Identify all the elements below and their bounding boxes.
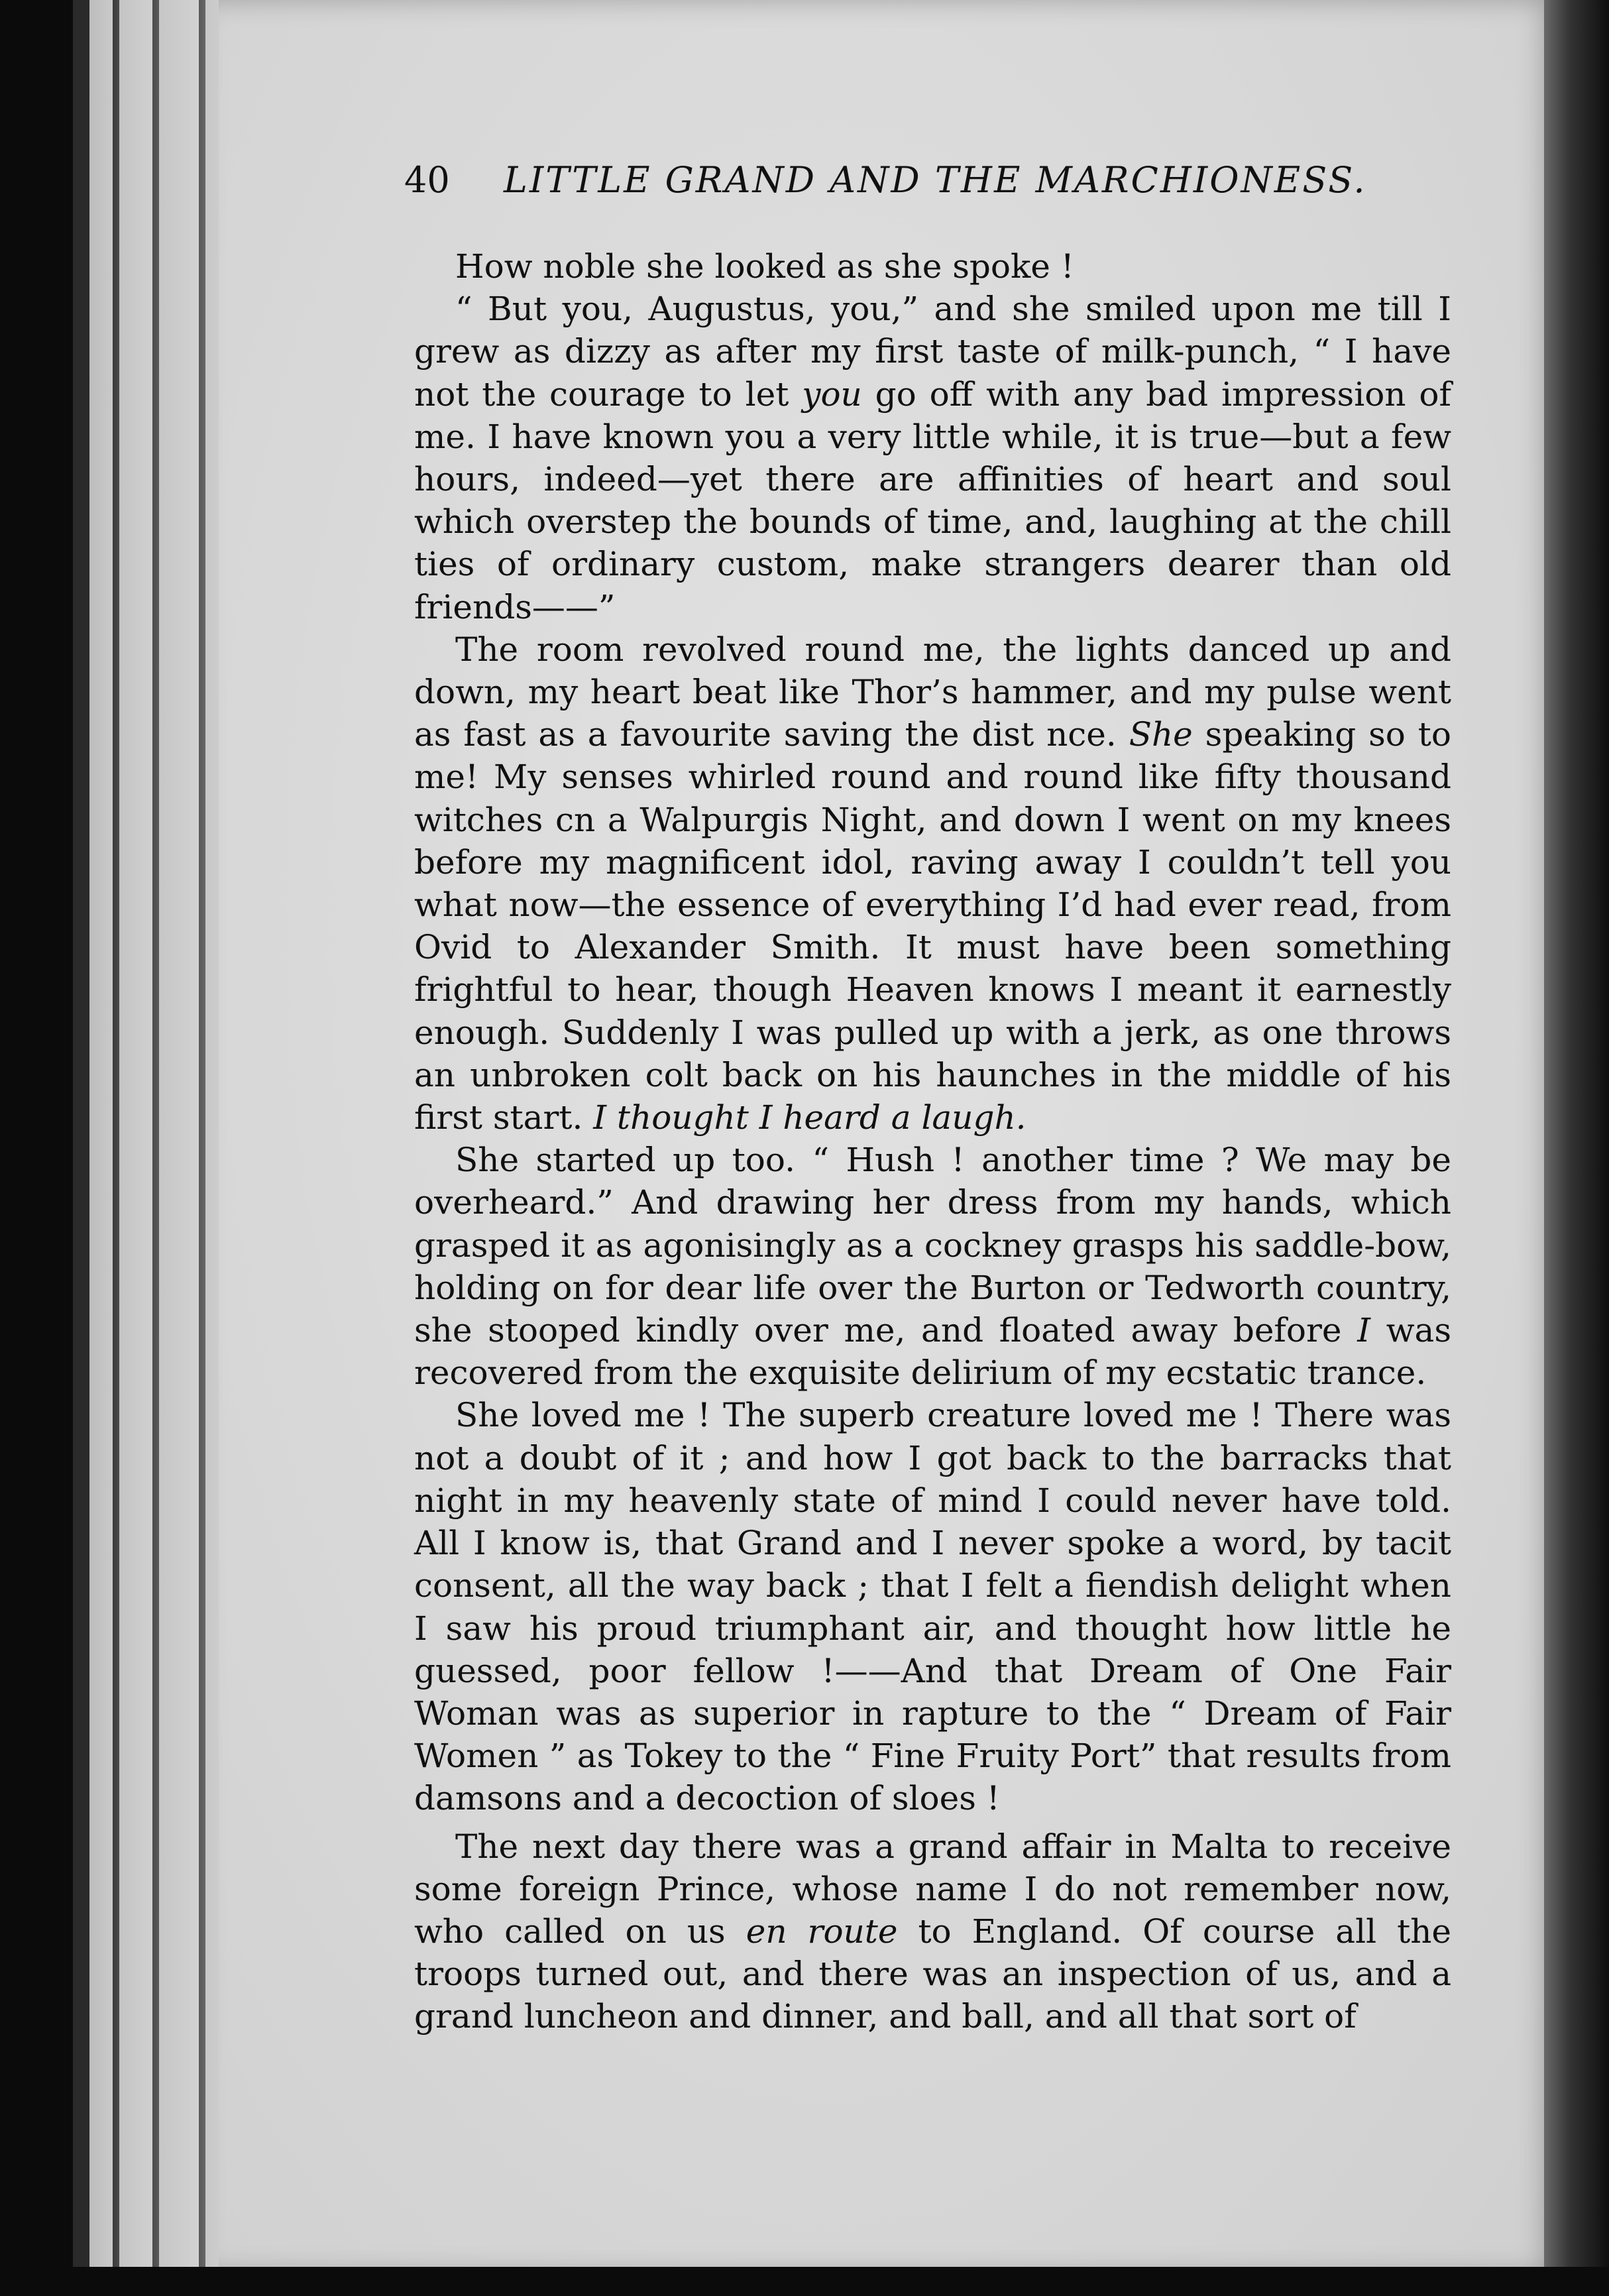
running-title: LITTLE GRAND AND THE MARCHIONESS.	[504, 159, 1367, 201]
paragraph-6: The next day there was a grand affair in Malta to receive some foreign Prince, whose name I do not remember now, who called on us en route to England. Of course all the troops turned out, and there was an inspection of us, and a grand luncheon and dinner, and ball, and all that sort of	[414, 1827, 1451, 2036]
paragraph-1: How noble she looked as she spoke !	[455, 247, 1074, 286]
italic-emphasis: en route	[746, 1912, 898, 1951]
paragraph-2: “ But you, Augustus, you,” and she smiled upon me till I grew as dizzy as after my first taste of milk-punch, “ I have not the courage to let you go off with any bad impression of me. I have known you a very little while, it is true—but a few hours, indeed—yet there are affinities of heart and soul which overstep the bounds of time, and, laughing at the chill ties of ordinary custom, make strangers dearer than old friends——”	[414, 290, 1451, 626]
page-number: 40	[404, 159, 450, 201]
italic-emphasis: I	[1357, 1311, 1371, 1350]
page-header	[404, 159, 1458, 212]
italic-emphasis: you	[802, 374, 862, 414]
scan-bottom-edge	[0, 2267, 1609, 2296]
paragraph-3: The room revolved round me, the lights danced up and down, my heart beat like Thor’s hammer, and my pulse went as fast as a favourite saving the dist nce. She speaking so to me! My senses whirled round and round like fifty thousand witches cn a Walpurgis Night, and down I went on my knees before my magnificent idol, raving away I couldn’t tell you what now—the essence of everything I’d had ever read, from Ovid to Alexander Smith. It must have been something frightful to hear, though Heaven knows I meant it earnestly enough. Suddenly I was pulled up with a jerk, as one throws an unbroken colt back on his haunches in the middle of his first start. I thought I heard a laugh.	[414, 630, 1452, 1137]
italic-emphasis: She	[1129, 715, 1193, 754]
paragraph-4: She started up too. “ Hush ! another time ? We may be overheard.” And drawing her dress from my hands, which grasped it as agonisingly as a cockney grasps his saddle-bow, holding on for dear life over the Burton or Tedworth country, she stooped kindly over me, and floated away before I was recovered from the exquisite delirium of my ecstatic trance.	[414, 1141, 1451, 1393]
paragraph-5: She loved me ! The superb creature loved me ! There was not a doubt of it ; and how I got back to the barracks that night in my heavenly state of mind I could never have told. All I know is, that Grand and I never spoke a word, by tacit consent, all the way back ; that I felt a fiendish delight when I saw his proud triumphant air, and thought how little he guessed, poor fellow !——And that Dream of One Fair Woman was as superior in rapture to the “ Dream of Fair Women ” as Tokey to the “ Fine Fruity Port” that results from damsons and a decoction of sloes !	[414, 1396, 1451, 1818]
body-text	[414, 245, 1451, 2038]
gutter-shadow	[1544, 0, 1609, 2296]
italic-emphasis: I thought I heard a laugh.	[593, 1098, 1026, 1137]
